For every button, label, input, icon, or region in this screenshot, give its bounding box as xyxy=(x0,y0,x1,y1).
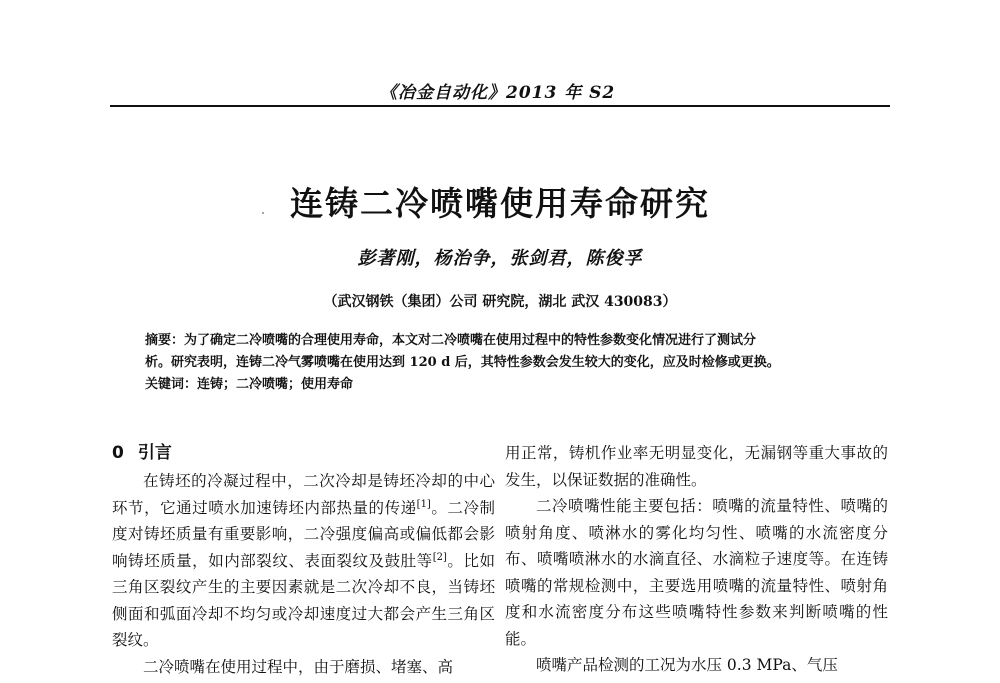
section-title: 引言 xyxy=(137,443,172,463)
article-title: 连铸二冷喷嘴使用寿命研究 xyxy=(290,184,710,223)
header-rule xyxy=(110,105,890,107)
keywords-text: 连铸；二冷喷嘴；使用寿命 xyxy=(197,377,354,392)
paragraph-intro-1 xyxy=(112,468,495,654)
citation-1: [1] xyxy=(416,498,431,510)
section-heading xyxy=(112,440,495,468)
keywords-label: 关键词： xyxy=(145,377,198,392)
abstract-block xyxy=(145,330,860,396)
paragraph-nozzle-performance: 二冷喷嘴性能主要包括：喷嘴的流量特性、喷嘴的喷射角度、喷淋水的雾化均匀性、喷嘴的水流密度分布、喷嘴喷淋水的水滴直径、水滴粒子速度等。在连铸喷嘴的常规检测中，主要选用喷嘴的流量特性、喷射角度和水流密度分布这些喷嘴特性参数来判断喷嘴的性能。 xyxy=(505,497,888,648)
abstract-line-1 xyxy=(145,330,860,352)
left-column xyxy=(112,440,495,680)
article-affiliation: （武汉钢铁（集团）公司 研究院，湖北 武汉 430083） xyxy=(323,294,677,310)
abstract-line-2: 析。研究表明，连铸二冷气雾喷嘴在使用达到 120 d 后，其特性参数会发生较大的变化，应及时检修或更换。 xyxy=(145,355,780,370)
right-column xyxy=(505,440,888,679)
para-text: 在铸坯的冷凝过程中，二次冷却是铸坯冷却的中心环节，它通过喷水加速铸坯内部热量的传递 xyxy=(112,472,495,517)
citation-2: [2] xyxy=(432,551,447,563)
article-authors: 彭著刚，杨治争，张剑君，陈俊孚 xyxy=(357,248,643,269)
section-number: 0 xyxy=(112,443,124,463)
para-text: 。二冷制度对铸坯质量有重要影响，二冷强度偏高或偏低都会影响铸坯质量，如内部裂纹、表面裂纹及鼓肚等 xyxy=(112,498,495,570)
paragraph-test-conditions: 喷嘴产品检测的工况为水压 0.3 MPa、气压 xyxy=(536,656,838,674)
journal-header: 《冶金自动化》2013 年 S2 xyxy=(380,83,616,103)
abstract-text-1: 为了确定二冷喷嘴的合理使用寿命，本文对二冷喷嘴在使用过程中的特性参数变化情况进行了测试分 xyxy=(184,333,757,348)
paragraph-intro-2: 二冷喷嘴在使用过程中，由于磨损、堵塞、高 xyxy=(143,657,454,676)
keywords-line xyxy=(145,374,860,396)
para-text: 。比如三角区裂纹产生的主要因素就是二次冷却不良，当铸坯侧面和弧面冷却不均匀或冷却速度过大都会产生三角区裂纹。 xyxy=(112,551,495,649)
abstract-label: 摘要： xyxy=(145,333,185,348)
paragraph-continued: 用正常，铸机作业率无明显变化，无漏钢等重大事故的发生，以保证数据的准确性。 xyxy=(505,444,888,489)
